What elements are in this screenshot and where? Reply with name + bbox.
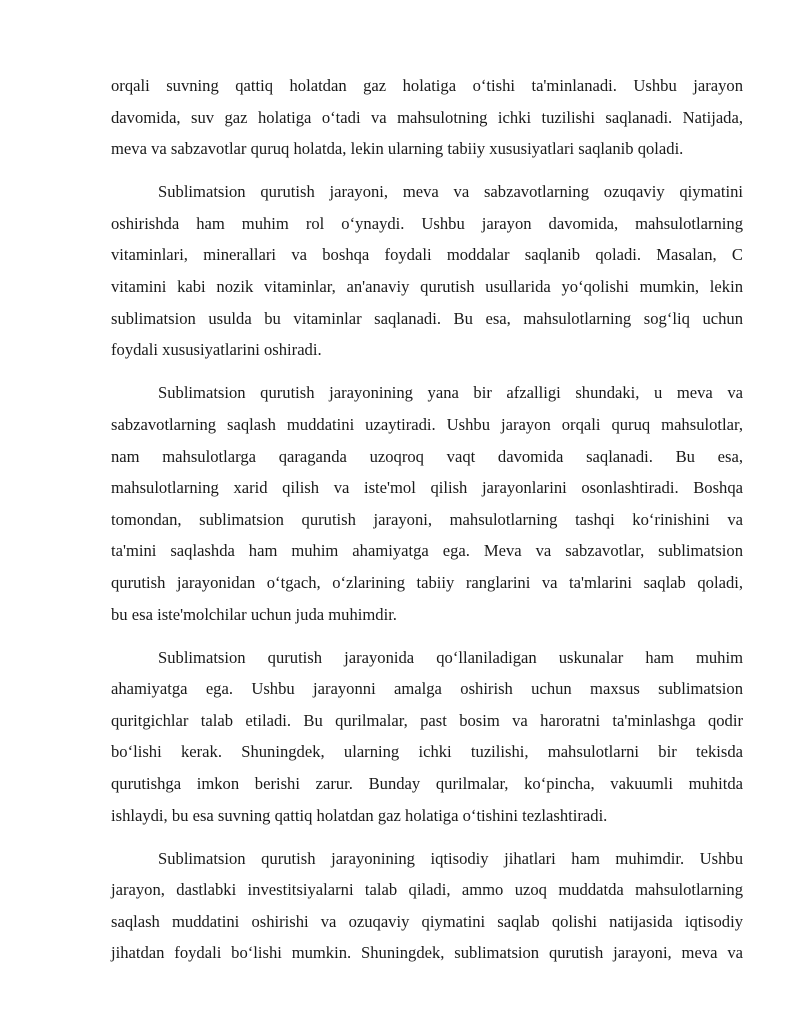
text-line: vitaminlari, minerallari va boshqa foydali moddalar saqlanib qoladi. Masalan, C	[111, 245, 743, 265]
text-line: tomondan, sublimatsion qurutish jarayoni, mahsulotlarning tashqi ko‘rinishini va	[111, 509, 743, 529]
text-line: quritgichlar talab etiladi. Bu qurilmalar, past bosim va haroratni ta'minlashga qodir	[111, 710, 743, 730]
document-page	[111, 70, 743, 969]
text-line: oshirishda ham muhim rol o‘ynaydi. Ushbu jarayon davomida, mahsulotlarning	[111, 213, 743, 233]
text-line: bo‘lishi kerak. Shuningdek, ularning ichki tuzilishi, mahsulotlarni bir tekisda	[111, 742, 743, 762]
text-line: foydali xususiyatlarini oshiradi.	[111, 340, 322, 360]
text-line: saqlash muddatini oshirishi va ozuqaviy qiymatini saqlab qolishi natijasida iqtisodiy	[111, 911, 743, 931]
text-line: ishlaydi, bu esa suvning qattiq holatdan gaz holatiga o‘tishini tezlashtiradi.	[111, 805, 608, 825]
text-line: Sublimatsion qurutish jarayonining yana bir afzalligi shundaki, u meva va	[158, 383, 743, 403]
text-line: jarayon, dastlabki investitsiyalarni talab qiladi, ammo uzoq muddatda mahsulotlarning	[111, 880, 743, 900]
text-line: sublimatsion usulda bu vitaminlar saqlanadi. Bu esa, mahsulotlarning sog‘liq uchun	[111, 308, 743, 328]
text-line: ta'mini saqlashda ham muhim ahamiyatga ega. Meva va sabzavotlar, sublimatsion	[111, 541, 743, 561]
text-line: nam mahsulotlarga qaraganda uzoqroq vaqt davomida saqlanadi. Bu esa,	[111, 446, 743, 466]
text-line: sabzavotlarning saqlash muddatini uzaytiradi. Ushbu jarayon orqali quruq mahsulotlar,	[111, 414, 743, 434]
text-line: orqali suvning qattiq holatdan gaz holatiga o‘tishi ta'minlanadi. Ushbu jarayon	[111, 76, 743, 95]
paragraph-2	[111, 176, 743, 366]
text-line: ahamiyatga ega. Ushbu jarayonni amalga oshirish uchun maxsus sublimatsion	[111, 679, 743, 699]
text-line: jihatdan foydali bo‘lishi mumkin. Shuningdek, sublimatsion qurutish jarayoni, meva va	[111, 943, 743, 963]
text-line: mahsulotlarning xarid qilish va iste'mol qilish jarayonlarini osonlashtiradi. Boshqa	[111, 478, 743, 498]
paragraph-4	[111, 642, 743, 832]
text-line: Sublimatsion qurutish jarayoni, meva va sabzavotlarning ozuqaviy qiymatini	[158, 182, 743, 202]
text-line: qurutish jarayonidan o‘tgach, o‘zlarining tabiiy ranglarini va ta'mlarini saqlab qoladi,	[111, 572, 743, 592]
paragraph-3	[111, 377, 743, 630]
text-line: davomida, suv gaz holatiga o‘tadi va mahsulotning ichki tuzilishi saqlanadi. Natijada,	[111, 107, 743, 127]
text-line: meva va sabzavotlar quruq holatda, lekin ularning tabiiy xususiyatlari saqlanib qoladi.	[111, 139, 684, 159]
text-line: qurutishga imkon berishi zarur. Bunday qurilmalar, ko‘pincha, vakuumli muhitda	[111, 773, 743, 793]
text-line: bu esa iste'molchilar uchun juda muhimdir.	[111, 604, 397, 624]
text-line: Sublimatsion qurutish jarayonida qo‘llaniladigan uskunalar ham muhim	[158, 647, 743, 667]
text-line: vitamini kabi nozik vitaminlar, an'anaviy qurutish usullarida yo‘qolishi mumkin, lekin	[111, 277, 743, 297]
text-line: Sublimatsion qurutish jarayonining iqtisodiy jihatlari ham muhimdir. Ushbu	[158, 848, 743, 868]
paragraph-1	[111, 70, 743, 165]
paragraph-5	[111, 843, 743, 969]
